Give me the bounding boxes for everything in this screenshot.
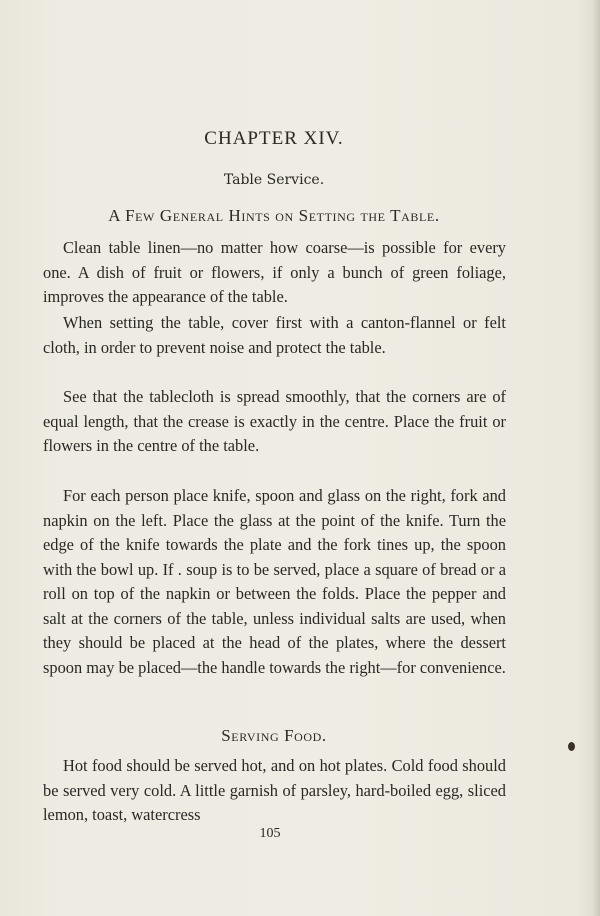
paragraph: [43, 385, 506, 459]
paragraph: [43, 236, 506, 310]
paragraph: [43, 484, 506, 680]
paragraph: [43, 311, 506, 360]
paragraph-text: Hot food should be served hot, and on hot plates. Cold food should be served very cold. A little garnish of parsley, hard-boiled egg, sliced lemon, toast, watercress: [43, 756, 506, 824]
chapter-title: CHAPTER XIV.: [204, 128, 344, 149]
paragraph: [43, 754, 506, 828]
page-number: 105: [259, 826, 281, 841]
section-title: Table Service.: [223, 172, 325, 188]
page-edge-shadow: [592, 0, 600, 916]
paragraph-text: When setting the table, cover first with a canton-flannel or felt cloth, in order to prevent noise and protect the table.: [43, 313, 506, 357]
paragraph-text: See that the tablecloth is spread smoothly, that the corners are of equal length, that the crease is exactly in the centre. Place the fruit or flowers in the centre of the table.: [43, 387, 506, 455]
section-heading-setting-table: A Few General Hints on Setting the Table.: [108, 206, 440, 225]
section-heading-serving-food: Serving Food.: [221, 726, 327, 745]
ink-spot: [568, 742, 575, 751]
paragraph-text: For each person place knife, spoon and glass on the right, fork and napkin on the left. Place the glass at the point of the knife. Turn the edge of the knife towards the plate and the fork tines up, the spoon with the bowl up. If . soup is to be served, place a square of bread or a roll on top of the napkin or between the folds. Place the pepper and salt at the corners of the table, unless individual salts are used, when they should be placed at the head of the plates, where the dessert spoon may be placed—the handle towards the right—for convenience.: [43, 486, 506, 677]
paragraph-text: Clean table linen—no matter how coarse—is possible for every one. A dish of fruit or flowers, if only a bunch of green foliage, improves the appearance of the table.: [43, 238, 506, 306]
